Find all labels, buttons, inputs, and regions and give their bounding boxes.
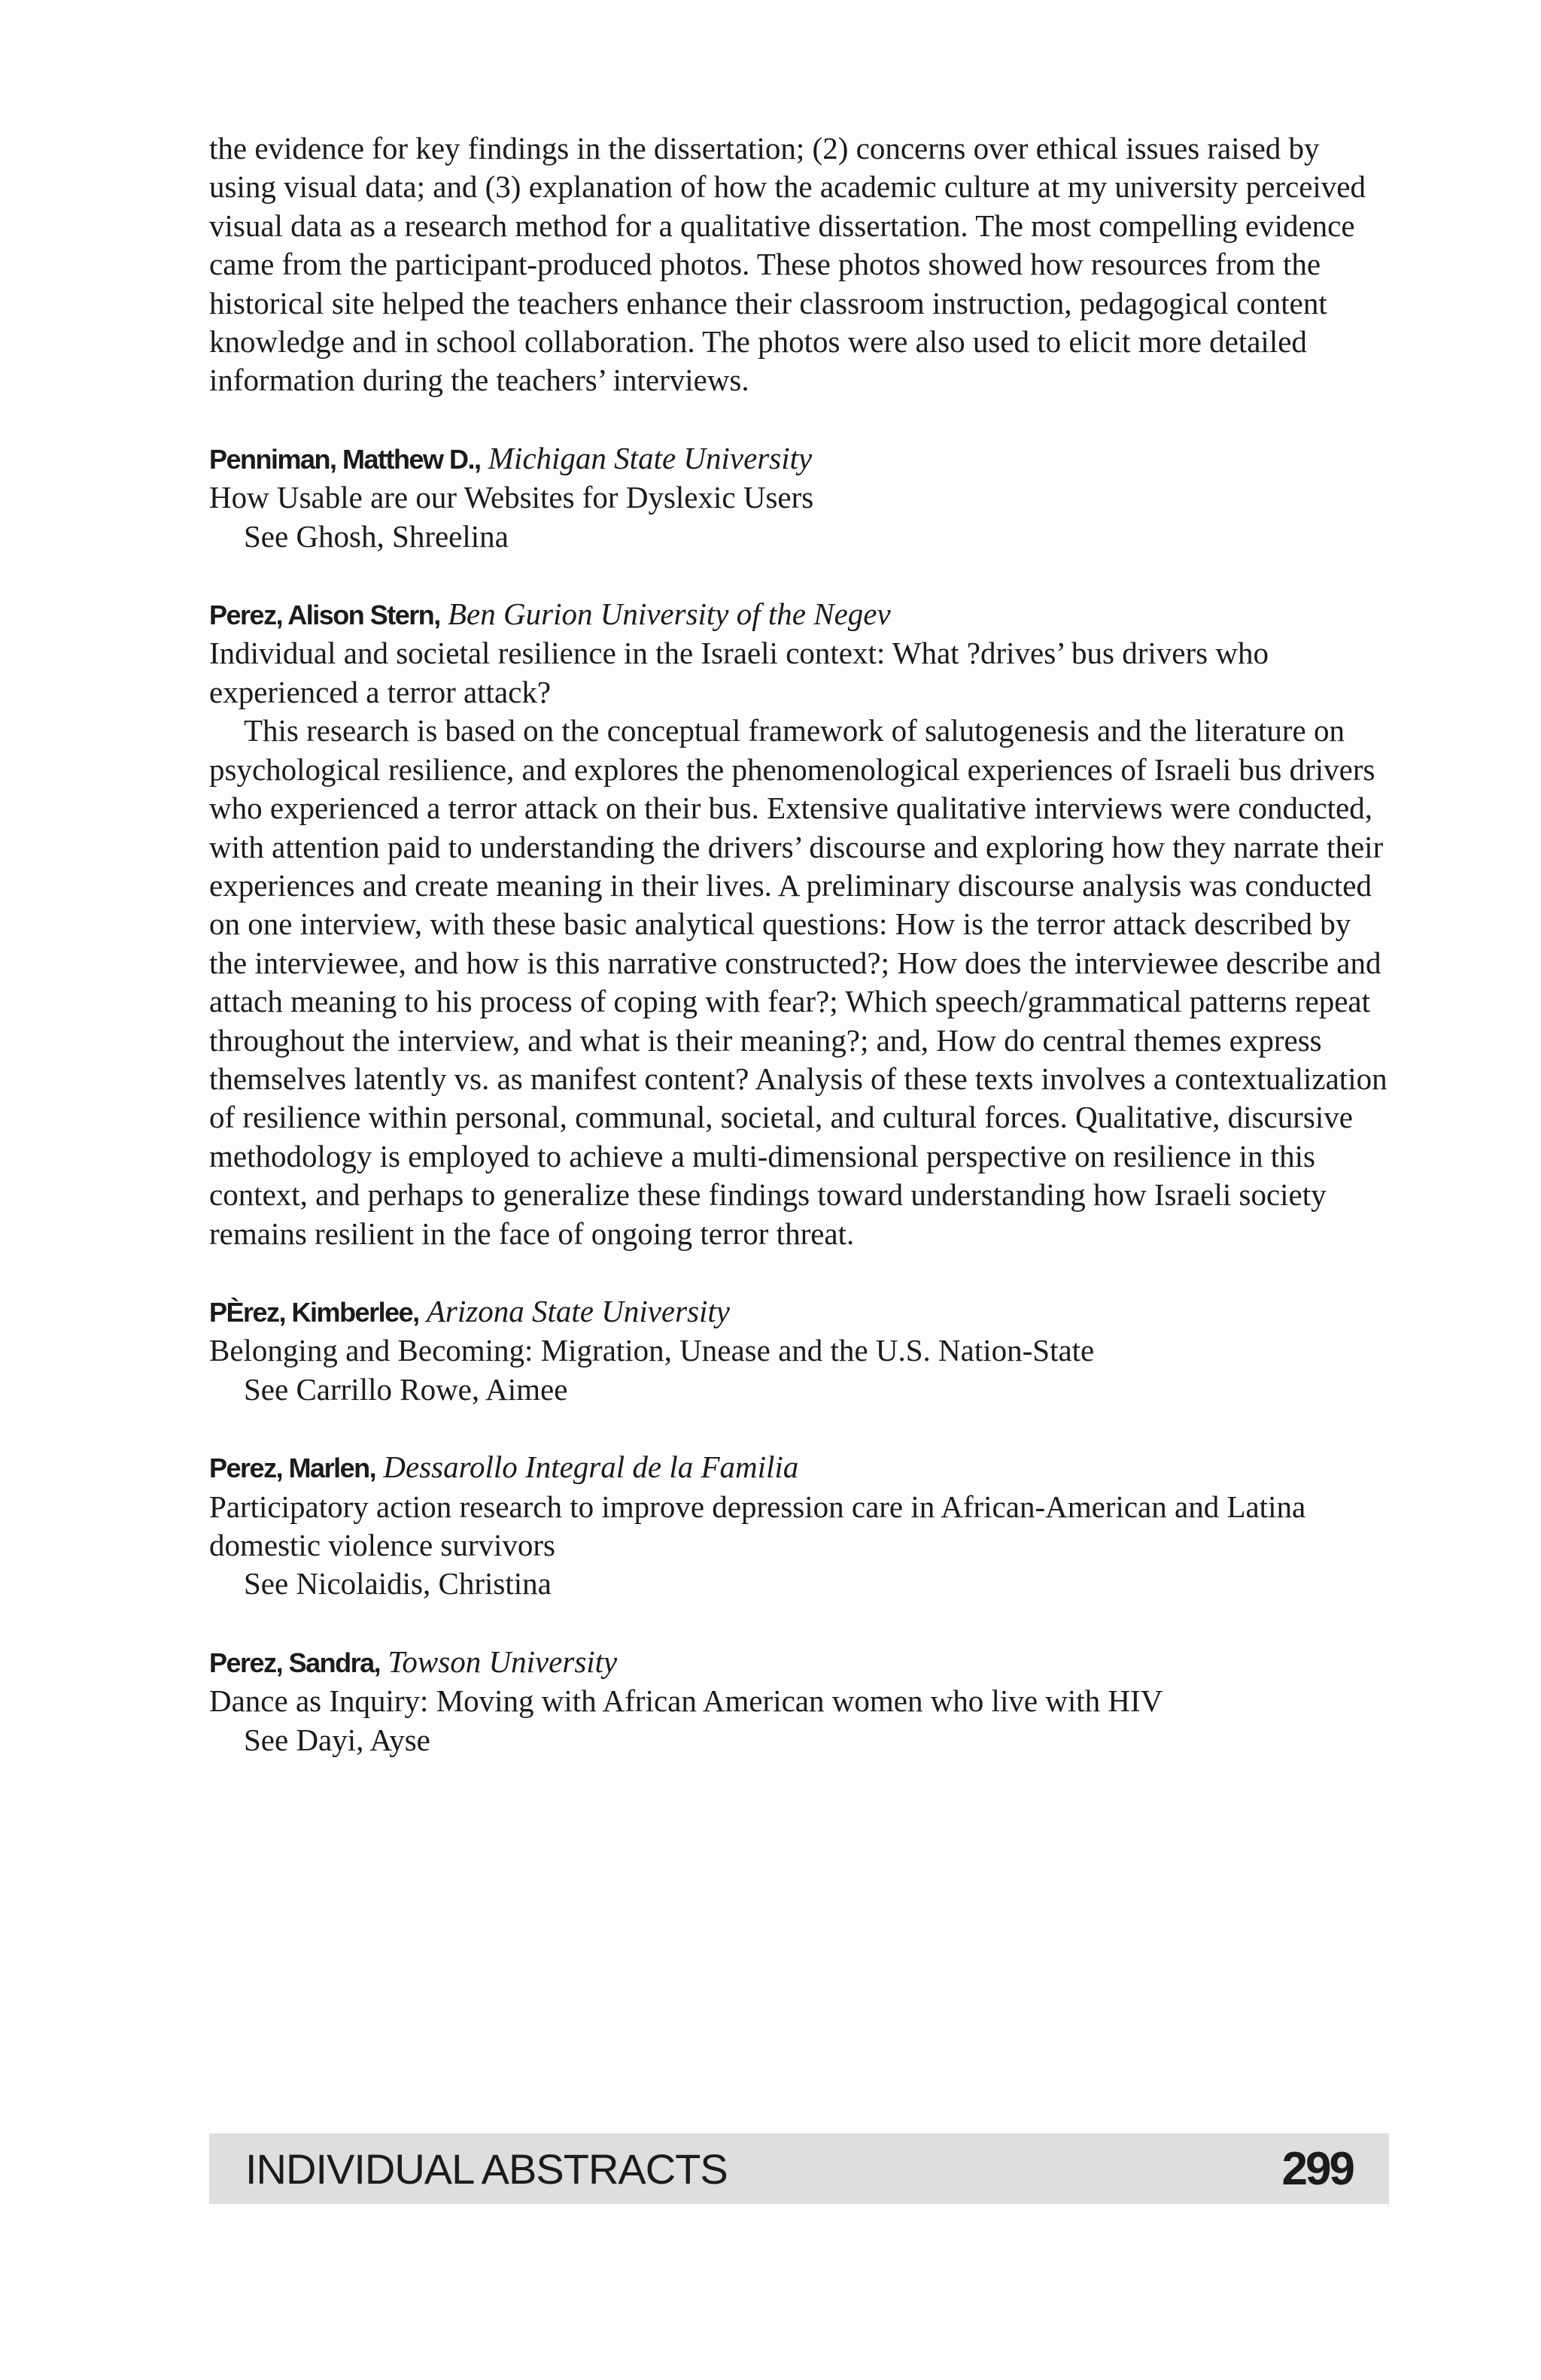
page-number: 299 [1281,2142,1353,2195]
entry-heading [209,595,1391,634]
author-name: PÈrez, Kimberlee, [209,1296,419,1328]
see-reference: See Nicolaidis, Christina [244,1566,552,1601]
entry-title: Participatory action research to improve depression care in African-American and Latina domestic violence survivors [209,1489,1306,1562]
abstract-paragraph: This research is based on the conceptual framework of salutogenesis and the literature on psychological resilience, and explores the phenomenological experiences of Israeli bus drivers who experienced a terror attack on their bus. Extensive qualitative interviews were conducted, with attention paid to understanding the drivers’ discourse and exploring how they narrate their experiences and create meaning in their lives. A preliminary discourse analysis was conducted on one interview, with these basic analytical questions: How is the terror attack described by the interviewee, and how is this narrative constructed?; How does the interviewee describe and attach meaning to his process of coping with fear?; Which speech/grammatical patterns repeat throughout the interview, and what is their meaning?; and, How do central themes express themselves latently vs. as manifest content? Analysis of these texts involves a contextualization of resilience within personal, communal, societal, and cultural forces. Qualitative, discursive methodology is employed to achieve a multi-dimensional perspective on resilience in this context, and perhaps to generalize these findings toward understanding how Israeli society remains resilient in the face of ongoing terror threat. [209,713,1388,1251]
see-reference: See Ghosh, Shreelina [244,518,509,554]
entry-title: Individual and societal resilience in the Israeli context: What ?drives’ bus drivers who experienced a terror attack? [209,636,1269,709]
entry-perez-marlen [209,1448,1391,1604]
entry-title: How Usable are our Websites for Dyslexic Users [209,480,814,515]
see-reference: See Dayi, Ayse [244,1722,430,1757]
author-institution: Arizona State University [426,1293,731,1328]
author-institution: Ben Gurion University of the Negev [448,597,891,632]
author-institution: Dessarollo Integral de la Familia [383,1450,799,1485]
entry-perez-alison [209,595,1391,1253]
author-name: Perez, Sandra, [209,1647,381,1678]
see-reference: See Carrillo Rowe, Aimee [244,1371,568,1407]
entry-heading [209,1448,1391,1487]
entry-heading [209,1643,1391,1682]
entry-title: Dance as Inquiry: Moving with African American women who live with HIV [209,1683,1163,1719]
author-name: Perez, Marlen, [209,1453,376,1484]
entry-heading [209,1292,1391,1331]
entry-heading [209,439,1391,478]
author-name: Perez, Alison Stern, [209,600,440,631]
entry-perez-sandra [209,1643,1391,1759]
section-title: INDIVIDUAL ABSTRACTS [245,2145,728,2193]
entry-perez-kimberlee [209,1292,1391,1409]
author-institution: Towson University [388,1644,618,1679]
intro-paragraph: the evidence for key findings in the dissertation; (2) concerns over ethical issues raised by using visual data; and (3) explanation of how the academic culture at my university perceived visual data as a research method for a qualitative dissertation. The most compelling evidence came from the participant-produced photos. These photos showed how resources from the historical site helped the teachers enhance their classroom instruction, pedagogical content knowledge and in school collaboration. The photos were also used to elicit more detailed information during the teachers’ interviews. [209,131,1366,398]
entry-penniman [209,439,1391,556]
entry-title: Belonging and Becoming: Migration, Unease and the U.S. Nation-State [209,1333,1095,1368]
page-content [209,129,1391,1759]
running-footer [209,2133,1389,2204]
author-institution: Michigan State University [488,440,813,475]
author-name: Penniman, Matthew D., [209,443,481,475]
